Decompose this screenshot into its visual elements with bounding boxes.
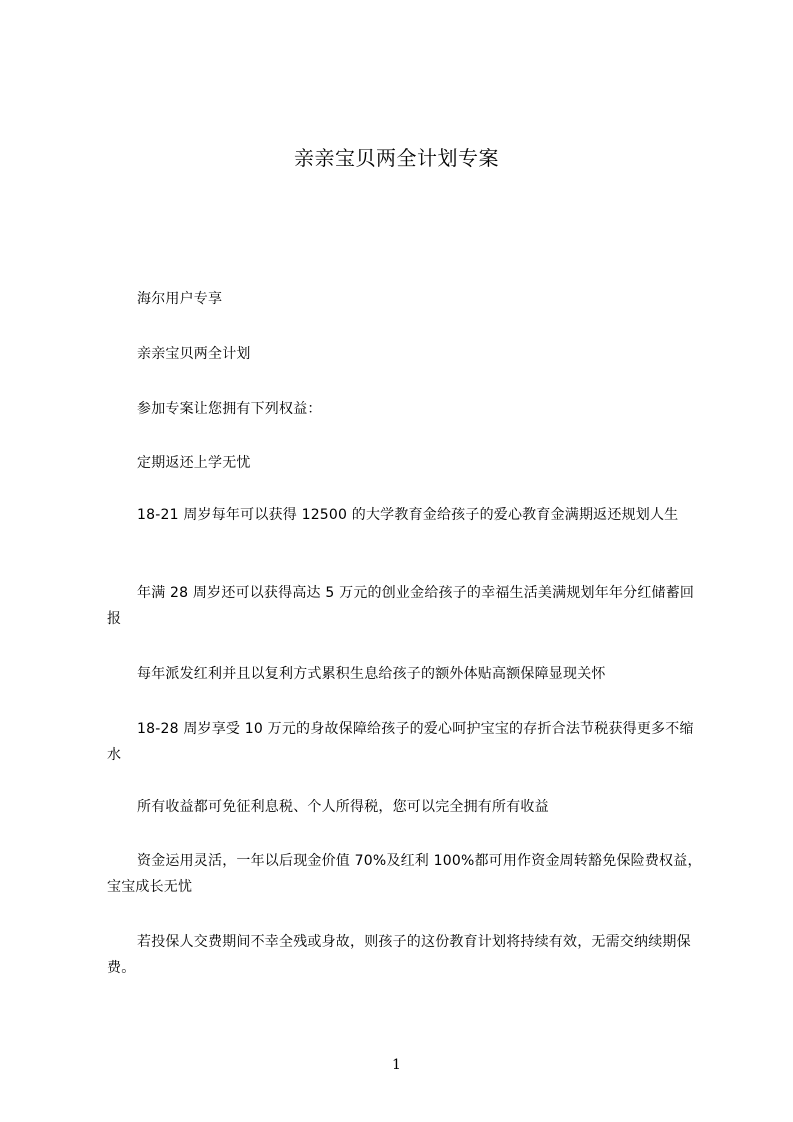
paragraph-periodic-return: 定期返还上学无忧	[137, 455, 251, 471]
document-title: 亲亲宝贝两全计划专案	[294, 146, 499, 170]
paragraph-death-benefit: 18-28 周岁享受 10 万元的身故保障给孩子的爱心呵护宝宝的存折合法节税获得更多不缩水	[107, 721, 694, 763]
paragraph-annual-dividend: 每年派发红利并且以复利方式累积生息给孩子的额外体贴高额保障显现关怀	[137, 666, 606, 682]
page-number: 1	[392, 1057, 401, 1073]
paragraph-startup-fund: 年满 28 周岁还可以获得高达 5 万元的创业金给孩子的幸福生活美满规划年年分红储蓄回报	[107, 585, 695, 627]
paragraph-haier-user-exclusive: 海尔用户专享	[137, 291, 223, 307]
paragraph-premium-waiver: 若投保人交费期间不幸全残或身故，则孩子的这份教育计划将持续有效，无需交纳续期保费。	[107, 934, 691, 976]
paragraph-plan-name: 亲亲宝贝两全计划	[137, 346, 251, 362]
paragraph-flexible-funds: 资金运用灵活，一年以后现金价值 70%及红利 100%都可用作资金周转豁免保险费权益，宝宝成长无忧	[107, 853, 702, 895]
paragraph-tax-exemption: 所有收益都可免征利息税、个人所得税，您可以完全拥有所有收益	[137, 799, 549, 815]
paragraph-education-fund: 18-21 周岁每年可以获得 12500 的大学教育金给孩子的爱心教育金满期返还规划人生	[137, 507, 679, 523]
paragraph-benefits-intro: 参加专案让您拥有下列权益：	[137, 401, 322, 417]
